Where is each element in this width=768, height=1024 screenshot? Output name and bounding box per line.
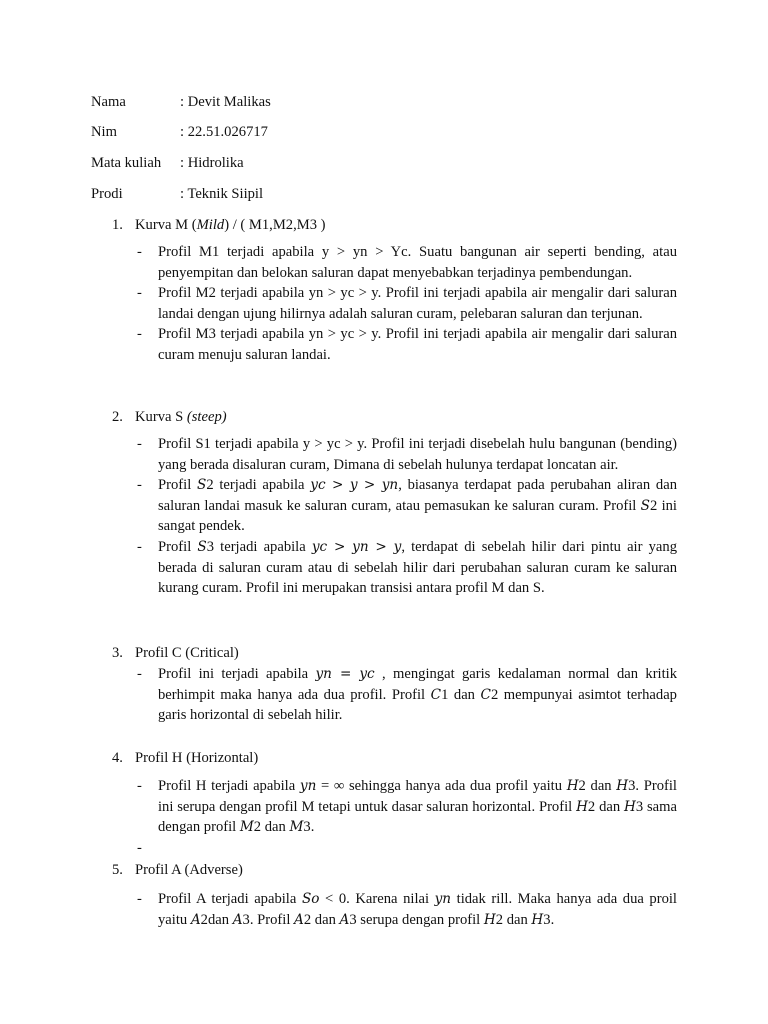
header-nim [91, 122, 268, 143]
math-symbol: M [289, 819, 304, 836]
math-expression: yn = yc [315, 666, 375, 682]
item-text: 2 dan [495, 911, 532, 928]
prodi-value: : Teknik Siipil [180, 186, 264, 202]
item-text: 2 terjadi apabila [206, 477, 311, 494]
title-text: Kurva M ( [135, 217, 197, 233]
list-item [135, 664, 677, 726]
title-text: Kurva S [135, 409, 187, 425]
math-symbol: H [616, 778, 629, 794]
item-text: 2 mempunyai asimtot terhadap garis horizontal di sebelah hilir. [158, 686, 677, 724]
math-symbol: yn [299, 778, 317, 794]
math-symbol: A [232, 911, 243, 928]
section-5-title [112, 860, 243, 881]
section-5-list [135, 889, 677, 930]
item-text: , terdapat di sebelah hilir dari pintu air yang berada di saluran curam atau di sebelah hilir dari perubahan saluran curam ke saluran kurang curam. Profil ini merupakan transisi antara profil M dan S. [158, 538, 677, 597]
math-symbol: M [239, 819, 254, 836]
item-text: 2 dan [587, 798, 624, 815]
mata-kuliah-label: Mata kuliah [91, 155, 162, 171]
section-number: 2. [112, 409, 123, 425]
list-item [135, 283, 677, 324]
math-symbol: A [190, 911, 201, 928]
bullet-dash: - [137, 839, 142, 856]
mata-kuliah-value: : Hidrolika [180, 155, 244, 171]
list-item [135, 889, 677, 930]
math-symbol: C [480, 686, 491, 703]
bullet-dash: - [137, 436, 142, 452]
math-symbol: C [430, 686, 442, 703]
title-text: Profil C (Critical) [135, 645, 239, 661]
list-item [135, 475, 677, 537]
item-text: 3. [303, 819, 315, 836]
list-item [135, 324, 677, 365]
list-item-empty [135, 838, 677, 859]
title-emphasis: (steep) [186, 409, 227, 425]
section-4-title [112, 748, 258, 769]
item-text: 3 serupa dengan profil [349, 911, 484, 928]
item-text: 3 sama dengan profil [158, 798, 677, 836]
section-3-list [135, 664, 677, 726]
math-symbol: H [531, 911, 544, 928]
item-text: 3. Profil [242, 911, 295, 928]
section-number: 1. [112, 217, 123, 233]
item-text: 3 terjadi apabila [206, 538, 312, 555]
item-text: 2 dan [303, 911, 340, 928]
header-nama [91, 92, 271, 113]
item-text: Profil [158, 538, 198, 555]
section-1-list [135, 242, 677, 366]
math-symbol: A [339, 911, 350, 928]
item-text: Profil A terjadi apabila [158, 891, 302, 907]
item-text: = ∞ sehingga hanya ada dua profil yaitu [316, 778, 567, 794]
math-symbol: H [483, 911, 496, 928]
item-text: Profil ini terjadi apabila [158, 666, 316, 682]
item-text: < 0. Karena nilai [319, 891, 435, 907]
item-text: Profil M2 terjadi apabila yn > yc > y. Profil ini terjadi apabila air mengalir dari saluran landai dengan ujung hilirnya adalah saluran curam, pelebaran saluran dan terjunan. [158, 285, 677, 322]
math-symbol: S [197, 538, 207, 555]
nama-label: Nama [91, 94, 126, 110]
item-text: 3. Profil ini serupa dengan profil M tetapi untuk dasar saluran horizontal. Profil [158, 778, 677, 815]
list-item [135, 776, 677, 838]
item-text: tidak rill. Maka hanya ada dua proil yaitu [158, 891, 677, 928]
bullet-dash: - [137, 477, 142, 494]
nim-value: : 22.51.026717 [180, 124, 268, 140]
math-symbol: A [294, 911, 304, 928]
item-text: 2 dan [578, 778, 617, 794]
title-emphasis: Mild [196, 217, 225, 233]
list-item [135, 537, 677, 599]
bullet-dash: - [137, 538, 142, 555]
section-1-title [112, 215, 326, 236]
math-symbol: So [301, 891, 320, 907]
item-text: 2 dan [253, 819, 290, 836]
bullet-dash: - [137, 778, 142, 794]
section-4-list [135, 776, 677, 858]
nim-label: Nim [91, 124, 117, 140]
item-text: , biasanya terdapat pada perubahan aliran dan saluran landai masuk ke saluran curam, atau pemasukan ke saluran curam. Profil [158, 477, 678, 514]
section-number: 5. [112, 862, 123, 878]
list-item [135, 242, 677, 283]
item-text: Profil M3 terjadi apabila yn > yc > y. Profil ini terjadi apabila air mengalir dari saluran curam menuju saluran landai. [158, 326, 677, 363]
item-text: 2dan [200, 911, 233, 928]
item-text: , mengingat garis kedalaman normal dan kritik berhimpit maka hanya ada dua profil. Profil [158, 666, 678, 703]
header-prodi [91, 184, 263, 205]
math-symbol: S [640, 497, 650, 514]
bullet-dash: - [137, 666, 142, 682]
title-text: ) / ( M1,M2,M3 ) [224, 217, 326, 233]
section-2-list [135, 434, 677, 599]
math-symbol: S [197, 477, 207, 494]
math-symbol: yn [434, 891, 452, 907]
title-text: Profil H (Horizontal) [135, 750, 259, 766]
item-text: 3. [543, 911, 555, 928]
math-symbol: H [566, 778, 579, 794]
item-text: 2 ini sangat pendek. [158, 497, 677, 535]
list-item [135, 434, 677, 475]
header-mata-kuliah [91, 153, 244, 174]
section-number: 4. [112, 750, 123, 766]
item-text: Profil M1 terjadi apabila y > yn > Yc. Suatu bangunan air seperti bending, atau penyempitan dan belokan saluran dapat menyebabkan terjadinya pembendungan. [158, 244, 677, 281]
bullet-dash: - [137, 326, 142, 343]
math-symbol: H [624, 798, 636, 815]
item-text: Profil H terjadi apabila [158, 778, 300, 794]
math-expression: yc > y > yn [310, 477, 399, 494]
math-symbol: H [576, 798, 588, 815]
section-3-title [112, 643, 239, 664]
section-number: 3. [112, 645, 123, 661]
prodi-label: Prodi [91, 186, 123, 202]
nama-value: : Devit Malikas [180, 94, 271, 110]
bullet-dash: - [137, 891, 142, 907]
bullet-dash: - [137, 285, 142, 302]
math-expression: yc > yn > y [311, 538, 402, 555]
bullet-dash: - [137, 244, 142, 260]
item-text: Profil [158, 477, 197, 494]
title-text: Profil A (Adverse) [135, 862, 243, 878]
section-2-title [112, 407, 227, 428]
item-text: 1 dan [441, 686, 481, 703]
item-text: Profil S1 terjadi apabila y > yc > y. Profil ini terjadi disebelah hulu bangunan (bending) yang berada disaluran curam, Dimana di sebelah hulunya terdapat loncatan air. [158, 436, 677, 473]
